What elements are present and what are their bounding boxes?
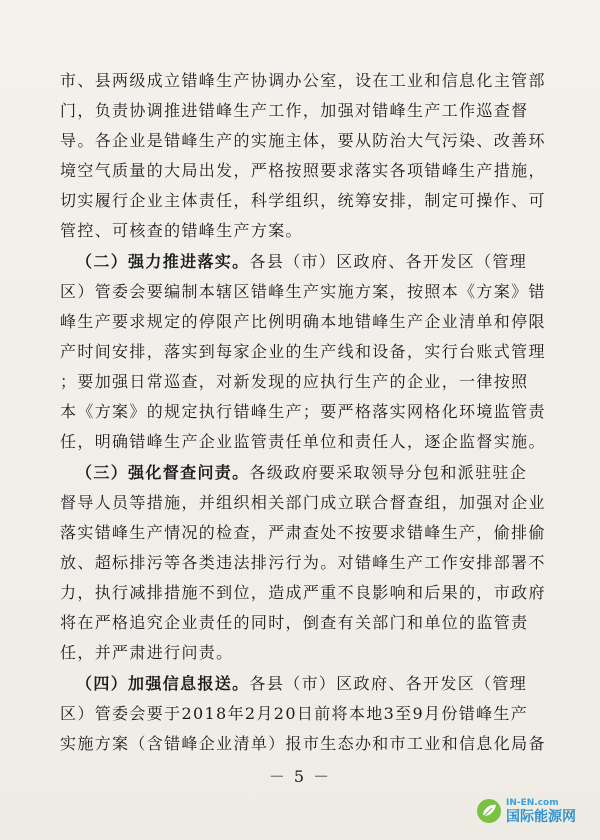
body-line: 境空气质量的大局出发，严格按照要求落实各项错峰生产措施， [60,161,546,180]
body-line: 实施方案（含错峰企业清单）报市生态办和市工业和信息化局备 [60,734,546,753]
body-line: 门，负责协调推进错峰生产工作，加强对错峰生产工作巡查督 [60,101,529,120]
body-line: 督导人员等措施，并组织相关部门成立联合督查组，加强对企业 [60,493,546,512]
section-heading: （二）强力推进落实。 [76,252,250,271]
body-line: 峰生产要求规定的停限产比例明确本地错峰生产企业清单和停限 [60,312,546,331]
body-line: 切实履行企业主体责任，科学组织，统筹安排，制定可操作、可 [60,191,546,210]
body-line: 区）管委会要编制本辖区错峰生产实施方案，按照本《方案》错 [60,282,546,301]
body-line: 本《方案》的规定执行错峰生产；要严格落实网格化环境监管责 [60,402,546,421]
body-line: 任，并严肃进行问责。 [60,643,234,662]
section-heading: （三）强化督查问责。 [76,463,250,482]
body-text: 各县（市）区政府、各开发区（管理 [249,674,528,693]
body-line: 导。各企业是错峰生产的实施主体，要从防治大气污染、改善环 [60,131,546,150]
logo-chinese: 国际能源网 [506,808,576,825]
body-text: 各级政府要采取领导分包和派驻驻企 [249,463,528,482]
body-line: 区）管委会要于2018年2月20日前将本地3至9月份错峰生产 [60,704,529,723]
document-body [60,66,548,759]
body-line: 将在严格追究企业责任的同时，倒查有关部门和单位的监管责 [60,613,529,632]
body-text: 各县（市）区政府、各开发区（管理 [249,252,528,271]
section-first-line [60,669,548,699]
body-line: 力，执行减排措施不到位，造成严重不良影响和后果的，市政府 [60,583,546,602]
body-line: 管控、可核查的错峰生产方案。 [60,221,303,240]
body-line: 市、县两级成立错峰生产协调办公室，设在工业和信息化主管部 [60,71,546,90]
body-line: ；要加强日常巡查，对新发现的应执行生产的企业，一律按照 [60,372,529,391]
section-first-line [60,458,548,488]
leaf-logo-icon [476,798,502,824]
body-line: 放、超标排污等各类违法排污行为。对错峰生产工作安排部署不 [60,553,546,572]
section-heading: （四）加强信息报送。 [76,674,250,693]
body-line: 落实错峰生产情况的检查，严肃查处不按要求错峰生产，偷排偷 [60,523,546,542]
section-first-line [60,247,548,277]
logo-english: IN-EN.com [506,797,559,808]
body-line: 产时间安排，落实到每家企业的生产线和设备，实行台账式管理 [60,342,546,361]
body-line: 任，明确错峰生产企业监管责任单位和责任人，逐企监督实施。 [60,432,546,451]
page-number: － 5 － [268,767,332,786]
site-logo [476,794,586,828]
